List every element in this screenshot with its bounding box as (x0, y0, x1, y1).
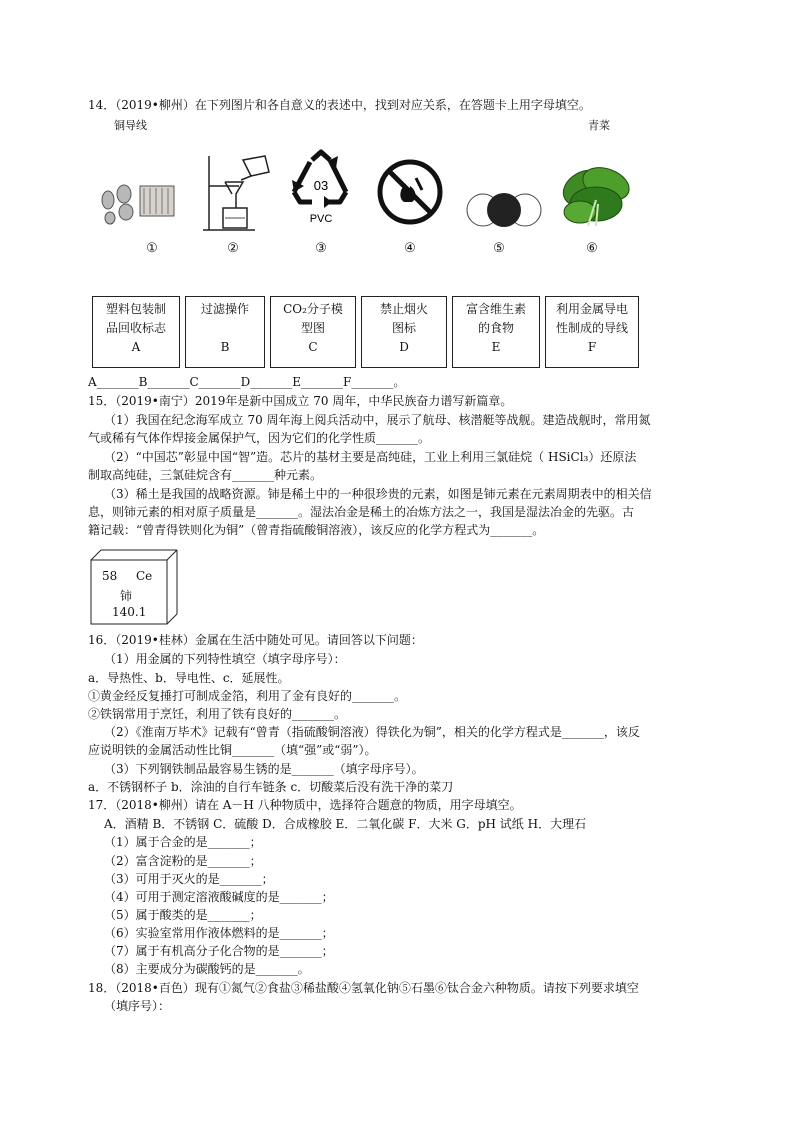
co2-molecule-model-image (466, 190, 542, 230)
q16-sub3: （3）下列钢铁制品最容易生锈的是_______（填字母序号）。 (104, 762, 424, 776)
label-greens: 青菜 (588, 119, 610, 132)
q16-item1: ①黄金经反复捶打可制成金箔，利用了金有良好的_______。 (88, 689, 407, 703)
q15-part2-line1: （2）“中国芯”彰显中国“智”造。芯片的基材主要是高纯硅，工业上利用三氯硅烷（ HSiCl₃）还原法 (104, 450, 637, 464)
q17-item1: （1）属于合金的是_______； (104, 835, 262, 849)
meaning-box-e: 富含维生素 的食物 E (452, 296, 540, 368)
q16-item2: ②铁锅常用于烹饪，利用了铁有良好的_______。 (88, 707, 347, 721)
label-copper-wire: 铜导线 (114, 119, 147, 132)
q15-part1-line1: （1）我国在纪念海军成立 70 周年海上阅兵活动中，展示了航母、核潜艇等战舰。建造战舰时，常用氮 (104, 413, 651, 427)
q14-stem: 14．（2019•柳州）在下列图片和各自意义的表述中，找到对应关系，在答题卡上用字母填空。 (88, 98, 591, 112)
picture-number-4: ④ (404, 241, 416, 256)
meaning-box-d: 禁止烟火 图标 D (361, 296, 447, 368)
q17-item2: （2）富含淀粉的是_______； (104, 854, 262, 868)
pvc-code: 03 (313, 178, 329, 193)
q16-sub3-options: a．不锈钢杯子 b．涂油的自行车链条 c．切酸菜后没有洗干净的菜刀 (88, 780, 454, 794)
picture-number-5: ⑤ (493, 241, 505, 256)
q16-sub1: （1）用金属的下列特性填空（填字母序号）： (104, 652, 346, 666)
picture-number-3: ③ (315, 241, 327, 256)
q14-answer-line: A_______B_______C_______D_______E_______F_______。 (88, 375, 406, 389)
q18-stem-line2: （填序号）： (104, 999, 171, 1013)
atomic-number: 58 (102, 569, 118, 583)
filtration-apparatus-image (203, 152, 273, 234)
q17-stem: 17．（2018•柳州）请在 A－H 八种物质中，选择符合题意的物质，用字母填空。 (88, 798, 522, 812)
cerium-element-cell (90, 549, 162, 623)
q16-sub2-line1: （2）《淮南万毕术》记载有“曾青（指硫酸铜溶液）得铁化为铜”，相关的化学方程式是_______，该反 (104, 725, 640, 739)
q17-item7: （7）属于有机高分子化合物的是_______； (104, 944, 334, 958)
q15-part3-line1: （3）稀土是我国的战略资源。铈是稀土中的一种很珍贵的元素，如图是铈元素在元素周期表中的相关信 (104, 487, 652, 501)
q17-item6: （6）实验室常用作液体燃料的是_______； (104, 926, 334, 940)
picture-number-2: ② (227, 241, 239, 256)
pvc-text: PVC (309, 213, 333, 225)
no-fire-icon (376, 158, 444, 226)
element-symbol: Ce (136, 569, 153, 583)
meaning-box-a: 塑料包装制 品回收标志 A (92, 296, 180, 368)
q15-stem: 15．（2019•南宁）2019年是新中国成立 70 周年，中华民族奋力谱写新篇章。 (88, 394, 513, 408)
meaning-box-b: 过滤操作 B (185, 296, 265, 368)
q17-item3: （3）可用于灭火的是_______； (104, 872, 274, 886)
q17-item4: （4）可用于测定溶液酸碱度的是_______； (104, 890, 334, 904)
relative-atomic-mass: 140.1 (112, 605, 147, 619)
q15-part3-line2: 息，则铈元素的相对原子质量是_______。湿法冶金是稀土的冶炼方法之一，我国是湿法冶金的先驱。古 (88, 505, 635, 519)
q17-options: A．酒精 B．不锈钢 C．硫酸 D．合成橡胶 E．二氧化碳 F．大米 G．pH 试纸 H．大理石 (104, 817, 587, 831)
q17-item8: （8）主要成分为碳酸钙的是_______。 (104, 962, 310, 976)
picture-number-1: ① (146, 241, 158, 256)
meaning-box-c: CO₂分子模 型图 C (270, 296, 356, 368)
picture-number-6: ⑥ (586, 241, 598, 256)
element-name: 铈 (120, 589, 133, 603)
q15-part1-line2: 气或稀有气体作焊接金属保护气，因为它们的化学性质_______。 (88, 431, 431, 445)
pvc-recycling-icon (288, 148, 354, 228)
meaning-box-f: 利用金属导电 性制成的导线 F (545, 296, 639, 368)
q16-options: a．导热性、b．导电性、c．延展性。 (88, 671, 290, 685)
q16-sub2-line2: 应说明铁的金属活动性比铜_______（填“强”或“弱”）。 (88, 743, 377, 757)
q17-item5: （5）属于酸类的是_______； (104, 908, 262, 922)
q15-part2-line2: 制取高纯硅，三氯硅烷含有_______种元素。 (88, 468, 323, 482)
q15-part3-line3: 籍记载：“曾青得铁则化为铜”（曾青指硫酸铜溶液），该反应的化学方程式为_______。 (88, 523, 545, 537)
q18-stem: 18．（2018•百色）现有①氮气②食盐③稀盐酸④氢氧化钠⑤石墨⑥钛合金六种物质。请按下列要求填空 (88, 981, 639, 995)
q16-stem: 16．（2019•桂林）金属在生活中随处可见。请回答以下问题： (88, 633, 423, 647)
green-vegetable-image (558, 160, 634, 232)
copper-wire-image (96, 178, 180, 228)
